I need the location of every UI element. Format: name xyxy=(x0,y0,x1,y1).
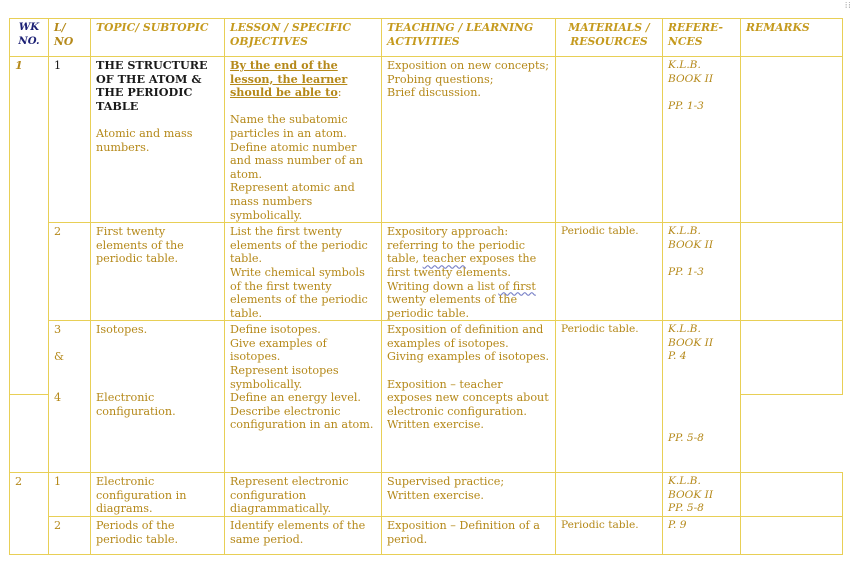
lesson-number-cell: 1 xyxy=(49,57,91,223)
subtopic: Electronic configuration. xyxy=(96,391,176,418)
objective-item: List the first twenty elements of the periodic table. xyxy=(230,225,368,266)
objectives-cell xyxy=(225,57,382,223)
remarks-cell[interactable] xyxy=(10,395,49,473)
remarks-cell[interactable] xyxy=(741,57,843,223)
table-row xyxy=(10,517,843,555)
lesson-number-cell xyxy=(49,321,91,473)
objectives-cell xyxy=(225,223,382,321)
activity-item: Written exercise. xyxy=(387,488,484,502)
activity-text: Writing down a list xyxy=(387,279,495,293)
objectives-cell: Represent electronic configuration diagrammatically. xyxy=(225,473,382,517)
references-cell xyxy=(663,57,741,223)
activity-item: Written exercise. xyxy=(387,418,484,432)
topic-title: THE STRUCTURE OF THE ATOM & THE PERIODIC TABLE xyxy=(96,58,208,113)
activity-item: Exposition on new concepts; xyxy=(387,59,549,72)
reference-pages: PP. 1-3 xyxy=(668,265,704,278)
objective-item: Define isotopes. xyxy=(230,323,321,337)
spellcheck-flagged-word: teacher xyxy=(422,252,466,266)
topic-cell: First twenty elements of the periodic table. xyxy=(91,223,225,321)
scheme-of-work-table xyxy=(9,18,843,555)
references-cell xyxy=(663,473,741,517)
table-row xyxy=(10,473,843,517)
header-topic: TOPIC/ SUBTOPIC xyxy=(91,19,225,57)
activity-item: Exposition – teacher exposes new concepts about electronic configuration. xyxy=(387,377,549,418)
topic-cell xyxy=(91,321,225,473)
materials-cell: Periodic table. xyxy=(556,223,663,321)
objectives-lead-text: By the end of the lesson, the learner should be able to xyxy=(230,58,348,100)
lesson-number-cell: 2 xyxy=(49,517,91,555)
header-objectives: LESSON / SPECIFIC OBJECTIVES xyxy=(225,19,382,57)
activity-item: Exposition of definition and examples of isotopes. xyxy=(387,323,544,350)
lesson-number-cell: 1 xyxy=(49,473,91,517)
objective-item: Describe electronic configuration in an atom. xyxy=(230,404,374,432)
reference-book: K.L.B. BOOK II xyxy=(668,225,714,251)
header-materials: MATERIALS / RESOURCES xyxy=(556,19,663,57)
header-lesson-number: L/ NO xyxy=(49,19,91,57)
remarks-cell[interactable] xyxy=(741,517,843,555)
objective-item: Write chemical symbols of the first twenty elements of the periodic table. xyxy=(230,265,368,320)
references-cell xyxy=(663,321,741,473)
subtopic: Isotopes. xyxy=(96,323,148,337)
objective-item: Define atomic number and mass number of an atom. xyxy=(230,140,363,181)
objectives-lead-colon: : xyxy=(337,86,342,100)
activity-item: Supervised practice; xyxy=(387,475,505,489)
header-activities: TEACHING / LEARNING ACTIVITIES xyxy=(382,19,556,57)
objectives-cell xyxy=(225,321,382,473)
reference-pages: PP. 1-3 xyxy=(668,99,704,112)
lesson-number: 3 xyxy=(54,323,62,337)
table-row xyxy=(10,223,843,321)
materials-cell xyxy=(556,57,663,223)
reference-book: K.L.B. BOOK II xyxy=(668,475,714,501)
objective-item: Represent atomic and mass numbers symbolically. xyxy=(230,181,355,222)
table-row xyxy=(10,57,843,223)
table-row xyxy=(10,321,843,395)
activity-text: Expository approach: referring to the periodic table, xyxy=(387,225,526,266)
activity-item: Probing questions; xyxy=(387,72,494,86)
reference-pages: PP. 5-8 xyxy=(668,502,704,515)
topic-cell: Electronic configuration in diagrams. xyxy=(91,473,225,517)
activities-cell xyxy=(382,57,556,223)
objective-item: Give examples of isotopes. xyxy=(230,336,327,364)
header-references: REFERE- NCES xyxy=(663,19,741,57)
remarks-cell[interactable] xyxy=(741,223,843,321)
materials-cell xyxy=(556,473,663,517)
reference-book: K.L.B. BOOK II xyxy=(668,323,714,349)
lesson-number: 4 xyxy=(54,391,62,405)
objective-item: Define an energy level. xyxy=(230,391,361,405)
activities-cell: Exposition – Definition of a period. xyxy=(382,517,556,555)
reference-book: K.L.B. BOOK II xyxy=(668,59,714,85)
references-cell xyxy=(663,223,741,321)
objective-item: Name the subatomic particles in an atom. xyxy=(230,113,348,140)
reference-page: P. 4 xyxy=(668,350,687,363)
topic-cell: Periods of the periodic table. xyxy=(91,517,225,555)
lesson-number-cell: 2 xyxy=(49,223,91,321)
objective-item: Represent isotopes symbolically. xyxy=(230,364,339,391)
week-cell: 1 xyxy=(10,57,49,395)
header-week: WK NO. xyxy=(10,19,49,57)
table-move-handle-icon[interactable]: ⁞⁞ xyxy=(845,1,852,10)
week-cell: 2 xyxy=(10,473,49,555)
activities-cell xyxy=(382,473,556,517)
activity-text: exposes the first twenty elements. xyxy=(387,252,537,279)
objectives-lead xyxy=(230,59,376,100)
materials-cell: Periodic table. xyxy=(556,517,663,555)
activity-item: Giving examples of isotopes. xyxy=(387,350,550,364)
subtopic: Atomic and mass numbers. xyxy=(96,126,193,154)
grammar-flagged-phrase: of first xyxy=(498,279,536,293)
activity-item: Brief discussion. xyxy=(387,86,481,100)
reference-pages: PP. 5-8 xyxy=(668,432,704,445)
objectives-cell: Identify elements of the same period. xyxy=(225,517,382,555)
remarks-cell[interactable] xyxy=(741,473,843,517)
activities-cell xyxy=(382,223,556,321)
remarks-cell[interactable] xyxy=(741,321,843,395)
materials-cell: Periodic table. xyxy=(556,321,663,473)
activity-text: twenty elements of the periodic table. xyxy=(387,293,518,320)
topic-cell xyxy=(91,57,225,223)
lesson-number-joiner: & xyxy=(54,350,64,364)
references-cell: P. 9 xyxy=(663,517,741,555)
table-header-row xyxy=(10,19,843,57)
header-remarks: REMARKS xyxy=(741,19,843,57)
activities-cell xyxy=(382,321,556,473)
